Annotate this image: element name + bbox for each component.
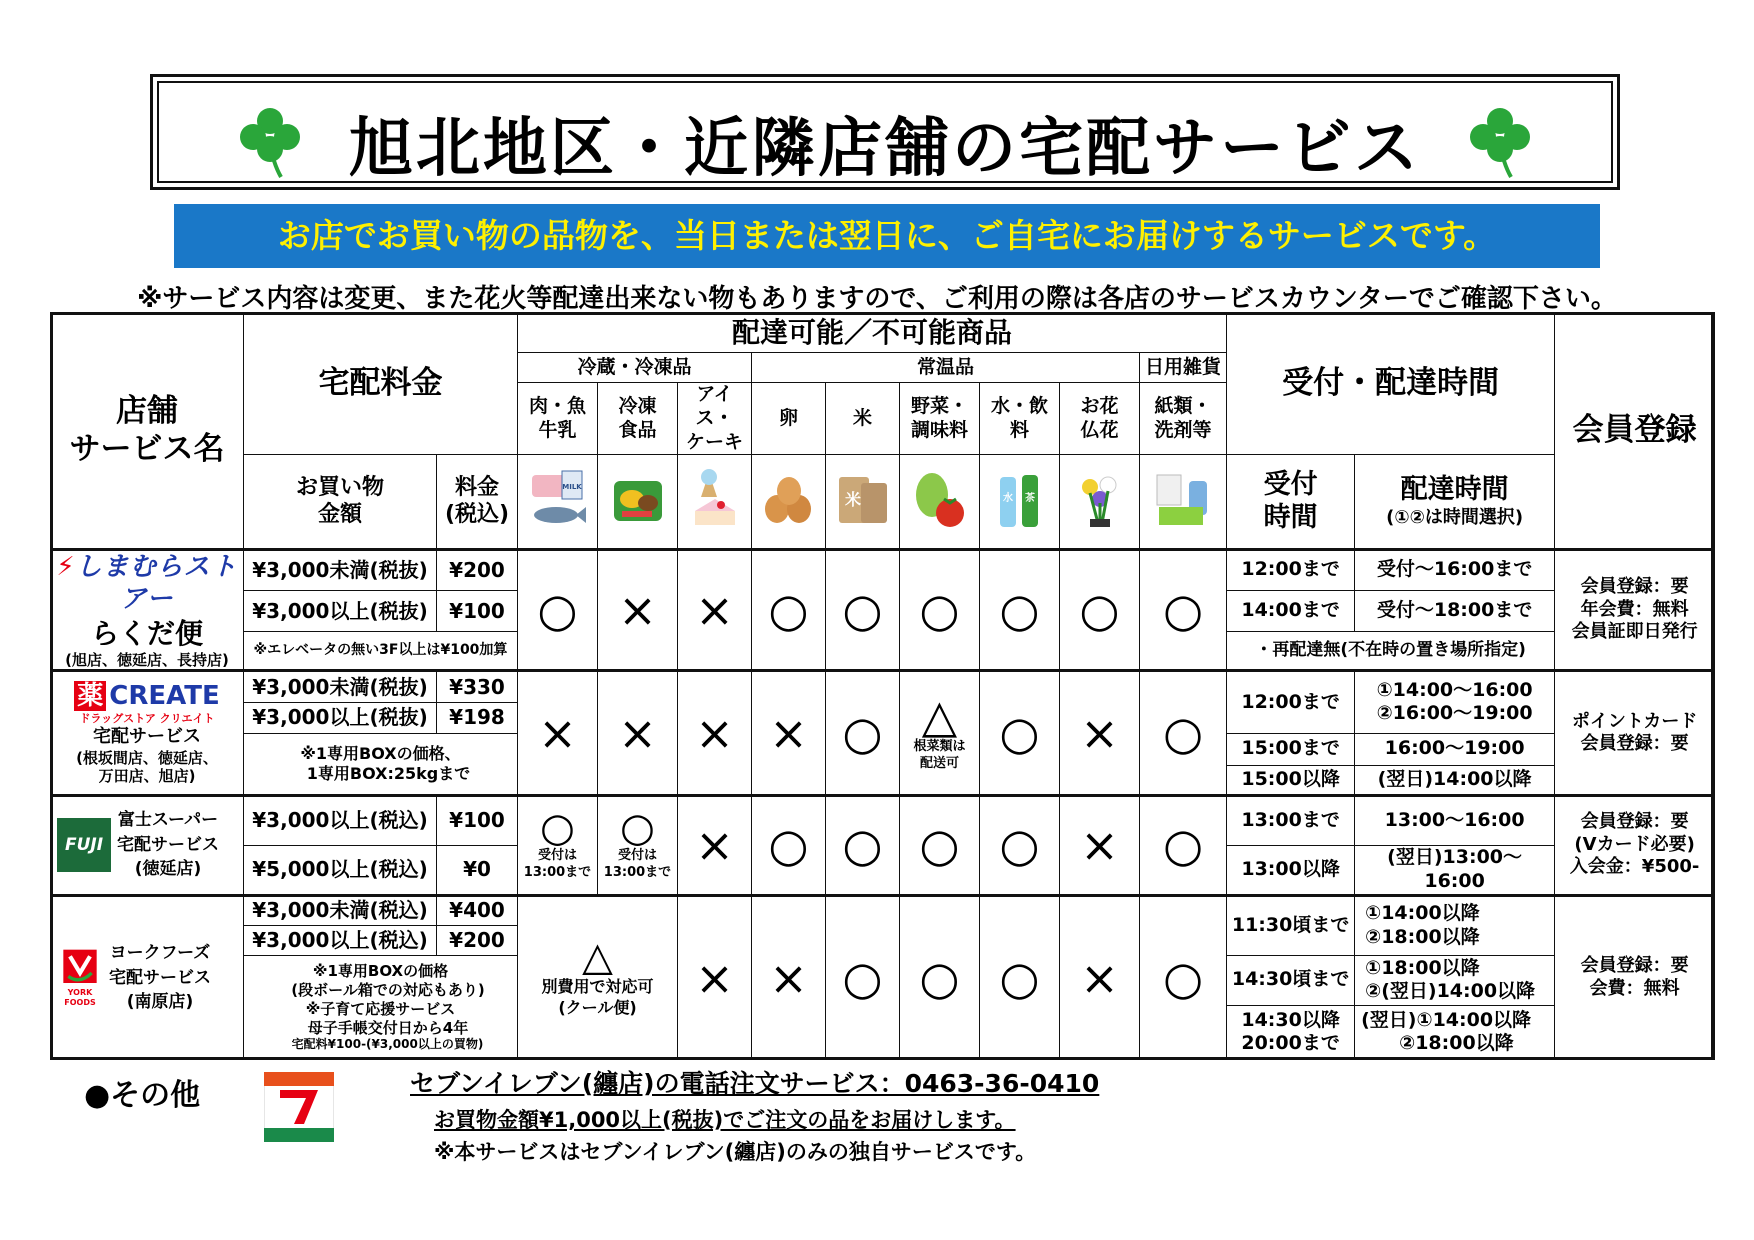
shimamura-logo: ⚡しまむらストアー — [56, 551, 238, 615]
header-cat-cold: 冷蔵・冷凍品 — [518, 353, 752, 383]
item-status: ○ — [826, 795, 900, 895]
accept-time: 14:30頃まで — [1227, 955, 1355, 1005]
flower-icon — [1060, 455, 1140, 549]
delivery-service-table — [50, 312, 1715, 1060]
store-york: YORK FOODS ヨークフーズ 宅配サービス (南原店) — [51, 895, 244, 1059]
accept-time: 13:00まで — [1227, 795, 1355, 845]
frozen-food-icon — [598, 455, 678, 549]
header-fee: 料金 (税込) — [437, 455, 518, 549]
fee-note: ※エレベータの無い3F以上は¥100加算 — [244, 632, 518, 671]
delivery-time: (翌日)14:00以降 — [1355, 765, 1555, 795]
item-status: ○ 受付は 13:00まで — [598, 795, 678, 895]
fee-value: ¥330 — [437, 671, 518, 703]
accept-time: 15:00以降 — [1227, 765, 1355, 795]
fee-note: ※1専用BOXの価格、 1専用BOX:25kgまで — [244, 733, 518, 795]
item-status: × — [518, 671, 598, 795]
accept-time: 13:00以降 — [1227, 845, 1355, 895]
fee-value: ¥100 — [437, 590, 518, 631]
fee-amount: ¥3,000以上(税込) — [244, 925, 437, 955]
header-time-group: 受付・配達時間 — [1227, 313, 1555, 455]
item-status: × — [752, 671, 826, 795]
rice-icon — [826, 455, 900, 549]
seven-eleven-phone-service: セブンイレブン(纏店)の電話注文サービス：0463-36-0410 — [410, 1069, 1100, 1098]
paper-detergent-icon — [1140, 455, 1227, 549]
delivery-time: ①14:00～16:00 ②16:00～19:00 — [1355, 671, 1555, 733]
member-info: 会員登録：要 年会費：無料 会員証即日発行 — [1555, 549, 1715, 671]
item-status: × — [598, 549, 678, 671]
item-status: ○ — [752, 795, 826, 895]
other-label: ●その他 — [84, 1078, 201, 1113]
delivery-time: ①14:00以降 ②18:00以降 — [1355, 895, 1555, 955]
item-status: △ 根菜類は 配送可 — [900, 671, 980, 795]
store-shimamura: ⚡しまむらストアー らくだ便 (旭店、徳延店、長持店) — [51, 549, 244, 671]
item-status: × — [678, 671, 752, 795]
fee-amount: ¥3,000以上(税込) — [244, 795, 437, 845]
item-status: × — [678, 895, 752, 1059]
header-item-water: 水・飲料 — [980, 383, 1060, 455]
water-tea-icon — [980, 455, 1060, 549]
item-status: ○ — [1140, 895, 1227, 1059]
item-status: ○ — [900, 895, 980, 1059]
accept-time: 12:00まで — [1227, 549, 1355, 590]
item-status: ○ — [900, 549, 980, 671]
vegetable-icon — [900, 455, 980, 549]
header-cat-daily: 日用雑貨 — [1140, 353, 1227, 383]
item-status: × — [678, 549, 752, 671]
clover-icon — [237, 103, 303, 179]
accept-time: 11:30頃まで — [1227, 895, 1355, 955]
item-status: ○ — [1140, 795, 1227, 895]
delivery-time: 受付～16:00まで — [1355, 549, 1555, 590]
header-store: 店舗 サービス名 — [51, 313, 244, 550]
meat-fish-milk-icon — [518, 455, 598, 549]
header-item-veg: 野菜・ 調味料 — [900, 383, 980, 455]
fee-amount: ¥3,000未満(税込) — [244, 895, 437, 925]
header-accept-time: 受付 時間 — [1227, 455, 1355, 549]
accept-time: 14:00まで — [1227, 590, 1355, 631]
svg-text:MILK: MILK — [561, 482, 582, 491]
accept-time: 14:30以降 20:00まで — [1227, 1005, 1355, 1059]
delivery-time: (翌日)①14:00以降 ②18:00以降 — [1355, 1005, 1555, 1059]
seven-eleven-note: ※本サービスはセブンイレブン(纏店)のみの独自サービスです。 — [434, 1140, 1037, 1164]
title-box — [150, 74, 1620, 190]
page-title: 旭北地区・近隣店舗の宅配サービス — [349, 112, 1421, 186]
store-fuji: FUJI 富士スーパー 宅配サービス (徳延店) — [51, 795, 244, 895]
fee-value: ¥400 — [437, 895, 518, 925]
delivery-time: 13:00～16:00 — [1355, 795, 1555, 845]
fee-value: ¥200 — [437, 549, 518, 590]
header-item-egg: 卵 — [752, 383, 826, 455]
item-status: ○ — [980, 895, 1060, 1059]
accept-time: 12:00まで — [1227, 671, 1355, 733]
fee-amount: ¥3,000以上(税抜) — [244, 590, 437, 631]
header-item-paper: 紙類・ 洗剤等 — [1140, 383, 1227, 455]
item-status: ○ — [826, 671, 900, 795]
delivery-time: ①18:00以降 ②(翌日)14:00以降 — [1355, 955, 1555, 1005]
svg-text:茶: 茶 — [1024, 492, 1035, 504]
service-notice: ※サービス内容は変更、また花火等配達出来ない物もありますので、ご利用の際は各店のサービスカウンターでご確認下さい。 — [137, 284, 1617, 314]
item-status: ○ — [826, 895, 900, 1059]
fee-amount: ¥3,000未満(税抜) — [244, 671, 437, 703]
fuji-logo: FUJI — [57, 818, 111, 872]
fee-value: ¥200 — [437, 925, 518, 955]
item-status: ○ — [752, 549, 826, 671]
fee-note: ※1専用BOXの価格 (段ボール箱での対応もあり) ※子育て応援サービス 母子手帳交付日から4年 宅配料¥100-(¥3,000以上の買物) — [244, 955, 518, 1059]
accept-time: 15:00まで — [1227, 733, 1355, 765]
clover-icon — [1467, 103, 1533, 179]
item-status: ○ — [1140, 549, 1227, 671]
item-status: × — [752, 895, 826, 1059]
item-status: × — [598, 671, 678, 795]
seven-eleven-condition: お買物金額¥1,000以上(税抜)でご注文の品をお届けします。 — [434, 1108, 1016, 1132]
svg-text:水: 水 — [1002, 492, 1013, 504]
service-banner: お店でお買い物の品物を、当日または翌日に、ご自宅にお届けするサービスです。 — [174, 204, 1600, 268]
svg-text:米: 米 — [844, 489, 861, 509]
header-member: 会員登録 — [1555, 313, 1715, 550]
item-status: × — [678, 795, 752, 895]
item-status: △ 別費用で対応可 (クール便) — [518, 895, 678, 1059]
item-status: ○ — [826, 549, 900, 671]
store-create: 薬 CREATE ドラッグストア クリエイト 宅配サービス (根坂間店、徳延店、 万田店、旭店) — [51, 671, 244, 795]
item-status: ○ — [1060, 549, 1140, 671]
ice-cake-icon — [678, 455, 752, 549]
item-status: ○ — [900, 795, 980, 895]
header-item-meat: 肉・魚 牛乳 — [518, 383, 598, 455]
seven-eleven-logo — [264, 1072, 334, 1142]
item-status: × — [1060, 671, 1140, 795]
item-status: ○ — [980, 671, 1060, 795]
item-status: ○ — [980, 549, 1060, 671]
header-item-rice: 米 — [826, 383, 900, 455]
delivery-time: 16:00～19:00 — [1355, 733, 1555, 765]
fee-value: ¥198 — [437, 703, 518, 733]
item-status: ○ 受付は 13:00まで — [518, 795, 598, 895]
fee-amount: ¥3,000以上(税抜) — [244, 703, 437, 733]
header-item-ice: アイス・ ケーキ — [678, 383, 752, 455]
fee-value: ¥100 — [437, 795, 518, 845]
delivery-time: (翌日)13:00～16:00 — [1355, 845, 1555, 895]
item-status: ○ — [980, 795, 1060, 895]
item-status: × — [1060, 895, 1140, 1059]
item-status: × — [1060, 795, 1140, 895]
fee-amount: ¥5,000以上(税込) — [244, 845, 437, 895]
time-note: ・再配達無(不在時の置き場所指定) — [1227, 632, 1555, 671]
egg-icon — [752, 455, 826, 549]
item-status: ○ — [518, 549, 598, 671]
header-item-flower: お花 仏花 — [1060, 383, 1140, 455]
header-items-group: 配達可能／不可能商品 — [518, 313, 1227, 353]
create-logo: 薬 CREATE ドラッグストア クリエイト — [53, 680, 241, 726]
fee-value: ¥0 — [437, 845, 518, 895]
member-info: 会員登録：要 会費：無料 — [1555, 895, 1715, 1059]
header-delivery-time: 配達時間 (①②は時間選択) — [1355, 455, 1555, 549]
header-cat-room: 常温品 — [752, 353, 1140, 383]
header-purchase-amount: お買い物 金額 — [244, 455, 437, 549]
delivery-time: 受付～18:00まで — [1355, 590, 1555, 631]
fee-amount: ¥3,000未満(税抜) — [244, 549, 437, 590]
member-info: 会員登録：要 (Vカード必要) 入会金：¥500- — [1555, 795, 1715, 895]
york-logo: YORK FOODS — [57, 948, 103, 1008]
header-delivery-fee: 宅配料金 — [244, 313, 518, 455]
header-item-frozen: 冷凍 食品 — [598, 383, 678, 455]
member-info: ポイントカード 会員登録：要 — [1555, 671, 1715, 795]
item-status: ○ — [1140, 671, 1227, 795]
